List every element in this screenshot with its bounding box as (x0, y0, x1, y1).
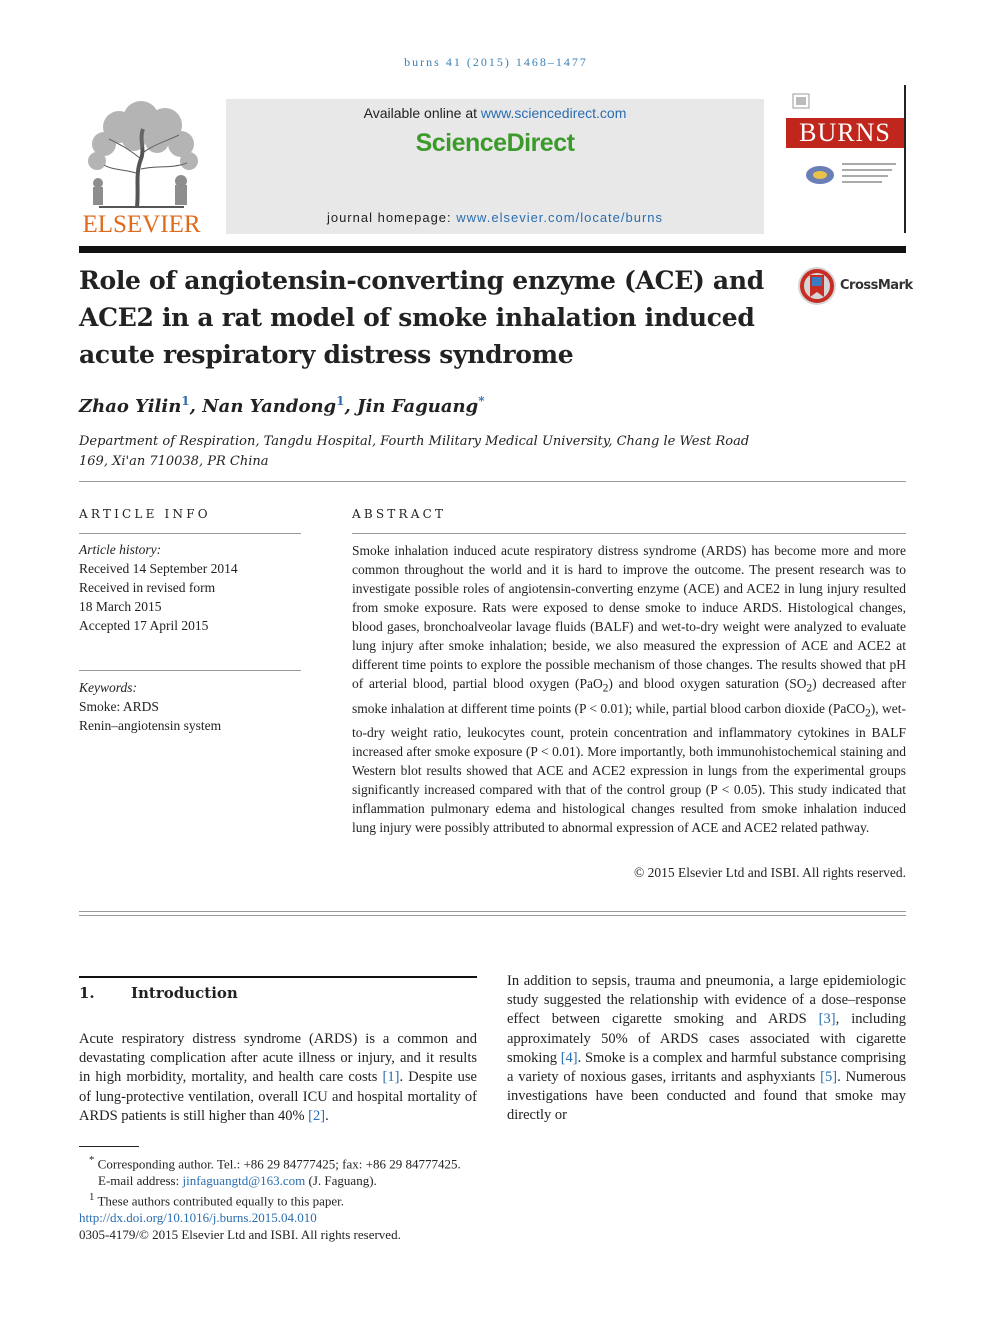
keyword: Renin–angiotensin system (79, 718, 222, 733)
body-right-column (507, 972, 906, 1126)
available-prefix: Available online at (363, 105, 477, 121)
sciencedirect-banner (226, 99, 764, 234)
abstract-text (352, 541, 906, 837)
body-text: . Despite use of lung-protective ventilation, overall ICU and hospital mortality of ARDS patients is still higher than 40% (79, 1069, 477, 1124)
footnote-text: Corresponding author. Tel.: +86 29 84777425; fax: +86 29 84777425. (97, 1156, 461, 1172)
divider (352, 533, 906, 534)
running-head: burns 41 (2015) 1468–1477 (404, 55, 588, 69)
subscript: 2 (602, 682, 609, 695)
sciencedirect-logo[interactable]: ScienceDirect (415, 129, 575, 157)
sciencedirect-link[interactable]: www.sciencedirect.com (480, 105, 627, 121)
citation-link[interactable]: [5] (820, 1069, 838, 1086)
author-name[interactable]: Zhao Yilin (79, 396, 182, 417)
homepage-prefix: journal homepage: (326, 210, 452, 225)
article-title: Role of angiotensin-converting enzyme (ACE) and ACE2 in a rat model of smoke inhalation induced acute respiratory distress syndrome (79, 266, 764, 369)
divider (79, 481, 906, 482)
history-item: Accepted 17 April 2015 (79, 618, 209, 633)
equal-contribution-footnote (79, 1189, 519, 1210)
author-mark[interactable]: * (478, 394, 485, 408)
citation-link[interactable]: [2] (308, 1107, 326, 1124)
header-rule (79, 246, 906, 253)
footnote-mark: * (89, 1154, 95, 1166)
email-link[interactable]: jinfaguangtd@163.com (182, 1172, 306, 1188)
author-separator: , (189, 396, 203, 417)
body-text: . (325, 1107, 329, 1124)
email-footnote (79, 1173, 519, 1190)
affiliation: Department of Respiration, Tangdu Hospital, Fourth Military Medical University, Chang le West Road 169, Xi'an 710038, PR China (79, 434, 750, 469)
history-item: Received in revised form (79, 580, 216, 595)
crossmark-label: CrossMark (840, 278, 913, 293)
author-separator: , (344, 396, 358, 417)
article-info-heading: ARTICLE INFO (79, 507, 211, 521)
keywords-label: Keywords: (79, 680, 137, 695)
history-item: Received 14 September 2014 (79, 561, 238, 576)
footnote-mark: 1 (89, 1191, 95, 1204)
abstract-copyright: © 2015 Elsevier Ltd and ISBI. All rights reserved. (634, 865, 906, 880)
author-name[interactable]: Nan Yandong (202, 396, 337, 417)
journal-homepage-link[interactable]: www.elsevier.com/locate/burns (456, 210, 664, 225)
divider (79, 670, 301, 671)
journal-cover[interactable] (786, 85, 906, 235)
journal-homepage (226, 210, 764, 225)
divider-double (79, 911, 906, 916)
keywords (79, 678, 301, 735)
body-text: . Numerous investigations have been conducted and found that smoke may directly or (507, 1069, 906, 1124)
citation-link[interactable]: [4] (560, 1049, 578, 1066)
footnote-text: These authors contributed equally to this paper. (97, 1193, 345, 1209)
email-label: E-mail address: (98, 1172, 180, 1188)
section-heading (79, 984, 238, 1002)
body-text: Acute respiratory distress syndrome (ARDS) is a common and devastating complication after acute illness or injury, and it results in high morbidity, mortality, and health care costs (79, 1031, 477, 1086)
body-left-column (79, 1030, 477, 1126)
doi-link[interactable]: http://dx.doi.org/10.1016/j.burns.2015.04.010 (79, 1210, 317, 1226)
section-rule (79, 976, 477, 978)
history-item: 18 March 2015 (79, 599, 162, 614)
footnotes (79, 1152, 519, 1243)
elsevier-logo[interactable] (79, 99, 204, 239)
cover-title: BURNS (786, 118, 904, 148)
history-label: Article history: (79, 542, 162, 557)
abstract-part: ), wet-to-dry weight ratio, leukocytes count, protein concentration and inflammatory cytokines in BALF increased after smoke exposure (P < 0.01). More importantly, both immunohistochemical staining and Western blot results showed that ACE and ACE2 expression in lungs from the experimental groups significantly increased compared with that of the control group (P < 0.05). This study indicated that inflammation pulmonary edema and histological changes resulted from smoke inhalation induced lung injury were possibly attributed to abnormal expression of ACE and ACE2 related pathway. (352, 700, 907, 836)
abstract-heading: ABSTRACT (352, 507, 447, 521)
body-text: In addition to sepsis, trauma and pneumonia, a large epidemiologic study suggested the relationship with evidence of a dose–response effect between cigarette smoking and ARDS (507, 973, 906, 1028)
crossmark-button[interactable] (797, 266, 913, 308)
article-info (79, 540, 301, 635)
subscript: 2 (806, 682, 813, 695)
body-text: , including approximately 50% of ARDS cases associated with cigarette smoking (507, 1011, 906, 1066)
author-mark[interactable]: 1 (336, 394, 345, 408)
corresponding-footnote (79, 1152, 519, 1173)
author-name[interactable]: Jin Faguang (357, 396, 479, 417)
abstract-part: ) and blood oxygen saturation (SO (608, 676, 807, 691)
author-mark[interactable]: 1 (181, 394, 190, 408)
abstract-part: ) decreased after smoke inhalation at different time points (P < 0.01); while, partial blood carbon dioxide (PaCO (352, 676, 907, 716)
section-title: Introduction (131, 984, 238, 1002)
issn-line: 0305-4179/© 2015 Elsevier Ltd and ISBI. All rights reserved. (79, 1226, 401, 1242)
author-list (79, 394, 485, 417)
keyword: Smoke: ARDS (79, 699, 159, 714)
subscript: 2 (865, 707, 871, 720)
elsevier-wordmark: ELSEVIER (82, 211, 201, 238)
body-text: . Smoke is a complex and harmful substance comprising a variety of noxious gases, irritants and asphyxiants (507, 1049, 907, 1086)
tree-icon (79, 99, 204, 211)
available-online (226, 105, 764, 121)
citation-link[interactable]: [1] (382, 1069, 400, 1086)
cover-emblem-icon (800, 157, 900, 197)
section-number: 1. (79, 984, 95, 1002)
cover-badge-icon (792, 93, 812, 111)
email-suffix: (J. Faguang). (308, 1172, 377, 1188)
citation-link[interactable]: [3] (818, 1011, 836, 1028)
divider (79, 533, 301, 534)
footnote-rule (79, 1146, 139, 1147)
abstract-part: Smoke inhalation induced acute respiratory distress syndrome (ARDS) has become more and more common throughout the world and it is hard to improve the outcome. The present research was to investigate possible roles of angiotensin-converting enzyme (ACE) and ACE2 in lung injury resulted from smoke exposure. Rats were exposed to dense smoke to induce ARDS. Histological changes, blood gases, bronchoalveolar lavage fluids (BALF) and wet-to-dry weight were analyzed to evaluate lung injury after smoke inhalation; beside, we also measured the expression of ACE and ACE2 at different time points to explore the possible mechanism of those changes. The results showed that pH of arterial blood, partial blood oxygen (PaO (352, 543, 906, 691)
crossmark-icon (797, 266, 837, 306)
